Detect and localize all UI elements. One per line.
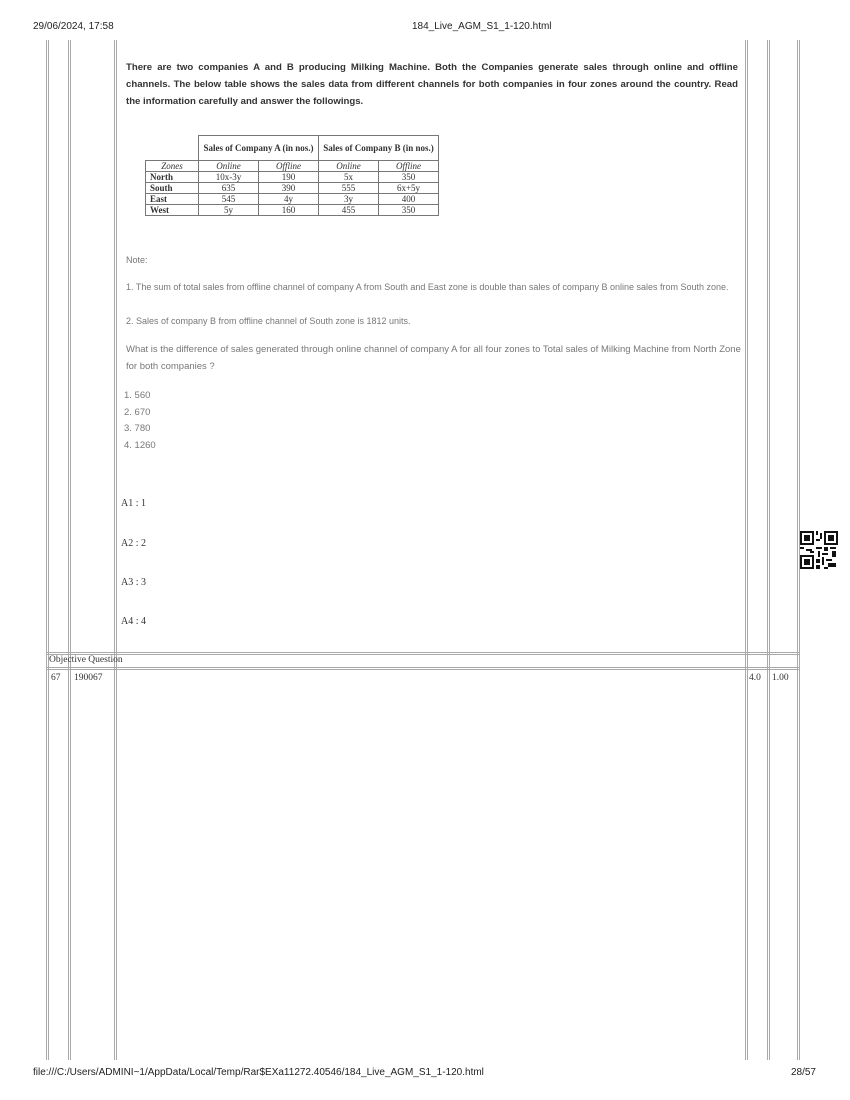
answer-option: A1 : 1 (121, 498, 146, 509)
row-divider (46, 654, 800, 655)
option-item: 4. 1260 (124, 439, 156, 451)
table-cell: 350 (379, 172, 439, 183)
table-cell: 555 (319, 183, 379, 194)
note-item: 2. Sales of company B from offline channel of South zone is 1812 units. (126, 316, 411, 326)
note-label: Note: (126, 255, 148, 265)
online-header: Online (199, 161, 259, 172)
row-divider (46, 669, 800, 670)
answer-option: A3 : 3 (121, 577, 146, 588)
table-border (797, 40, 798, 1060)
table-cell: 10x-3y (199, 172, 259, 183)
answer-option: A2 : 2 (121, 538, 146, 549)
negative-marks: 1.00 (772, 673, 789, 683)
file-path: file:///C:/Users/ADMINI~1/AppData/Local/Temp/Rar$EXa11272.40546/184_Live_AGM_S1_1-120.html (33, 1067, 484, 1078)
table-row (146, 183, 439, 194)
company-b-header: Sales of Company B (in nos.) (319, 136, 439, 161)
table-cell: 5y (199, 205, 259, 216)
options-list (124, 388, 156, 454)
note-item: 1. The sum of total sales from offline channel of company A from South and East zone is double than sales of company B online sales from South zone. (126, 282, 729, 292)
table-border (769, 40, 770, 1060)
question-prompt: What is the difference of sales generated through online channel of company A for all four zones to Total sales of Milking Machine from North Zone for both companies ? (126, 344, 741, 372)
offline-header: Offline (259, 161, 319, 172)
qr-code-icon (800, 531, 838, 569)
marks: 4.0 (749, 673, 761, 683)
table-row (146, 194, 439, 205)
table-border (48, 40, 49, 1060)
table-cell: 4y (259, 194, 319, 205)
answer-option: A4 : 4 (121, 616, 146, 627)
option-item: 2. 670 (124, 406, 151, 418)
row-divider (46, 652, 800, 653)
question-number: 67 (51, 673, 61, 683)
table-cell: 190 (259, 172, 319, 183)
question-intro: There are two companies A and B producing Milking Machine. Both the Companies generate sales through online and offline channels. The below table shows the sales data from different channels for both companies in four zones around the country. Read the information carefully and answer the followings. (126, 62, 738, 107)
table-border (68, 40, 69, 1060)
table-row (146, 205, 439, 216)
document-title: 184_Live_AGM_S1_1-120.html (412, 21, 552, 32)
table-row (146, 172, 439, 183)
option-item: 1. 560 (124, 390, 151, 401)
company-a-header: Sales of Company A (in nos.) (199, 136, 319, 161)
table-border (116, 40, 117, 1060)
table-cell: 545 (199, 194, 259, 205)
option-item: 3. 780 (124, 423, 151, 434)
section-label: Objective Question (49, 655, 123, 665)
row-divider (46, 667, 800, 668)
table-cell: 5x (319, 172, 379, 183)
sales-table (145, 135, 439, 216)
table-cell: 160 (259, 205, 319, 216)
table-cell: 635 (199, 183, 259, 194)
table-border (745, 40, 746, 1060)
table-border (747, 40, 748, 1060)
online-header: Online (319, 161, 379, 172)
table-cell: 350 (379, 205, 439, 216)
zone-cell: North (146, 172, 199, 183)
question-id: 190067 (74, 673, 103, 683)
page-number: 28/57 (790, 1067, 816, 1078)
table-border (70, 40, 71, 1060)
table-border (46, 40, 47, 1060)
table-cell: 390 (259, 183, 319, 194)
zones-header: Zones (146, 161, 199, 172)
table-cell: 6x+5y (379, 183, 439, 194)
zone-cell: East (146, 194, 199, 205)
table-cell: 455 (319, 205, 379, 216)
zone-cell: West (146, 205, 199, 216)
zone-cell: South (146, 183, 199, 194)
table-cell: 3y (319, 194, 379, 205)
print-datetime: 29/06/2024, 17:58 (33, 21, 114, 32)
table-cell: 400 (379, 194, 439, 205)
table-border (767, 40, 768, 1060)
offline-header: Offline (379, 161, 439, 172)
table-border (114, 40, 115, 1060)
